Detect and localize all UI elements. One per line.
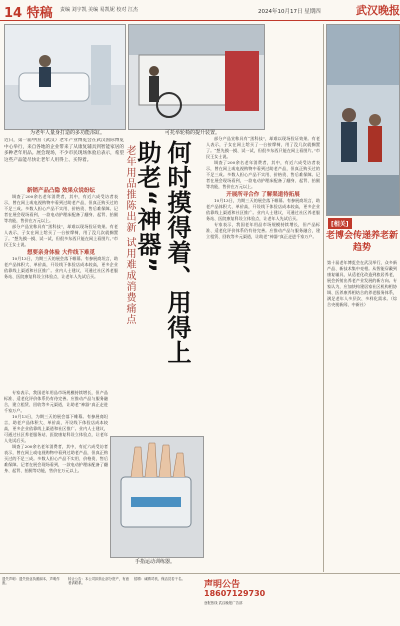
column-divider: [323, 24, 324, 572]
ad-item: 转让公告：本公司拟转让部分资产，有意者请联系。: [68, 577, 130, 586]
body-paragraph: 专家表示，我国老年用品市场规模持续增长，但产品标准、适老化评价体系仍有待完善。应推动产品与服务融合，建立租赁、回收等多元渠道，让助老“神器”真正走进千家万户。: [206, 222, 320, 239]
headline-subtitle: 老年用品推陈出新 试用难成消费痛点: [124, 145, 135, 326]
commentary-body: 第十届老年博览会在武汉举行，众多新产品、新技术集中亮相。从智能穿戴到康复辅具，从适老化改造到旅居养老，展会折射出养老产业发展的新方向。专家认为，应加快构建居家社区机构相协调、医养康养相结合的养老服务体系，满足老年人多层次、多样化需求。（综合央视新闻、中新社）: [327, 260, 397, 307]
section-heading: 开展所寻合作 了解渠道待拓展: [226, 192, 300, 198]
editor-credits: 责编 刘宇凯 美编 易凯妮 校对 江杰: [60, 7, 138, 13]
photo-finger-trainer: [110, 436, 204, 558]
body-paragraph: 部分产品宣称具有“黑科技”，却难以现场验证效果。有老人表示，子女在网上给买了一台按摩椅，用了没几次就搁置了。“想先摸一摸、试一试，但很多东西只能在网上看图片。”市民王女士说。: [206, 136, 320, 159]
ad-item: 招聘：诚聘司机、保洁员若干名。: [134, 577, 185, 581]
section-heading: 新销产品凸隐 效果众说纷纭: [27, 188, 95, 194]
classified-ads: [0, 575, 200, 626]
photo-bathtub: [4, 24, 126, 130]
body-paragraph: 10月13日，为期三天的展会落下帷幕。有参展商坦言，助老产品体积大、单价高，开设线下体验店成本较高，更多企业依靠线上渠道和社区推广。业内人士建议，可通过社区养老服务站、医院康复科设立体验点，让老年人先试后买。: [206, 198, 320, 221]
body-paragraph: 调查了200余名老年消费者，其中，有近六成受访者表示，曾在网上或电视购物中看到过助老产品，但真正购买过的不足三成。多数人担心产品不实用、价格贵、售后难保障。记者在展会现场看到，一款电动护理床配备了翻身、起背、抬腿等功能，售价在万元以上。: [206, 160, 320, 189]
ad-item: 遗失声明：遗失营业执照副本，声明作废。: [2, 577, 60, 586]
body-column-left: [4, 186, 118, 386]
section-heading: 想要亲身体验 大件线下难觅: [27, 250, 95, 256]
article-intro: 近日，第一届中国（武汉）老年产业博览会在武汉国际博览中心举行，来自各地的企业带来了从康复辅具到智能家居的多种老年用品。展会现场，不少市民现场体验后表示，希望这些产品能尽快让老年人用得上、买得着。: [4, 138, 124, 163]
body-paragraph: 调查了200余名老年消费者，其中，有近六成受访者表示，曾在网上或电视购物中看到过助老产品，但真正购买过的不足三成。多数人担心产品不实用、价格贵、售后难保障。记者在展会现场看到，一款电动护理床配备了翻身、起背、抬腿等功能，售价在万元以上。: [4, 444, 108, 473]
notice-title: 声明公告: [204, 580, 241, 590]
photo-expo: [326, 24, 400, 216]
photo-bathtub-caption: 为老年人量身打造的多功能浴缸。: [30, 130, 106, 136]
page-number: 14 特稿: [4, 6, 53, 21]
photo-wheelchair-caption: 可托举轮椅的提升装置。: [165, 130, 221, 136]
body-column-middle: [206, 136, 320, 572]
body-paragraph: 10月13日，为期三天的展会落下帷幕。有参展商坦言，助老产品体积大、单价高，开设线下体验店成本较高，更多企业依靠线上渠道和社区推广。业内人士建议，可通过社区养老服务站、医院康复科设立体验点，让老年人先试后买。: [4, 414, 108, 443]
body-paragraph: 部分产品宣称具有“黑科技”，却难以现场验证效果。有老人表示，子女在网上给买了一台按摩椅，用了没几次就搁置了。“想先摸一摸、试一试，但很多东西只能在网上看图片。”市民王女士说。: [4, 224, 118, 247]
related-tag: [相关]: [328, 218, 352, 229]
body-column-left-lower: [4, 390, 108, 570]
newspaper-logo: 武汉晚报: [356, 4, 400, 17]
notice-phone: 18607129730: [204, 589, 266, 598]
body-paragraph: 专家表示，我国老年用品市场规模持续增长，但产品标准、适老化评价体系仍有待完善。应推动产品与服务融合，建立租赁、回收等多元渠道，让助老“神器”真正走进千家万户。: [4, 390, 108, 413]
body-paragraph: 调查了200余名老年消费者，其中，有近六成受访者表示，曾在网上或电视购物中看到过助老产品，但真正购买过的不足三成。多数人担心产品不实用、价格贵、售后难保障。记者在展会现场看到，一款电动护理床配备了翻身、起背、抬腿等功能，售价在万元以上。: [4, 194, 118, 223]
photo-finger-caption: 手指运动训练器。: [135, 559, 176, 565]
notice-text: 登报热线 武汉晚报广告部: [204, 601, 243, 605]
body-paragraph: 10月13日，为期三天的展会落下帷幕。有参展商坦言，助老产品体积大、单价高，开设线下体验店成本较高，更多企业依靠线上渠道和社区推广。业内人士建议，可通过社区养老服务站、医院康复科设立体验点，让老年人先试后买。: [4, 256, 118, 279]
headline-title: 何时摸得着、用得上助老“神器”: [133, 140, 191, 365]
notice-box: [202, 575, 400, 626]
photo-wheelchair-lift: [128, 24, 265, 130]
commentary-title: 老博会传递养老新趋势: [326, 231, 399, 253]
bottom-divider: [0, 573, 400, 574]
issue-date: 2024年10月17日 星期四: [258, 9, 321, 15]
